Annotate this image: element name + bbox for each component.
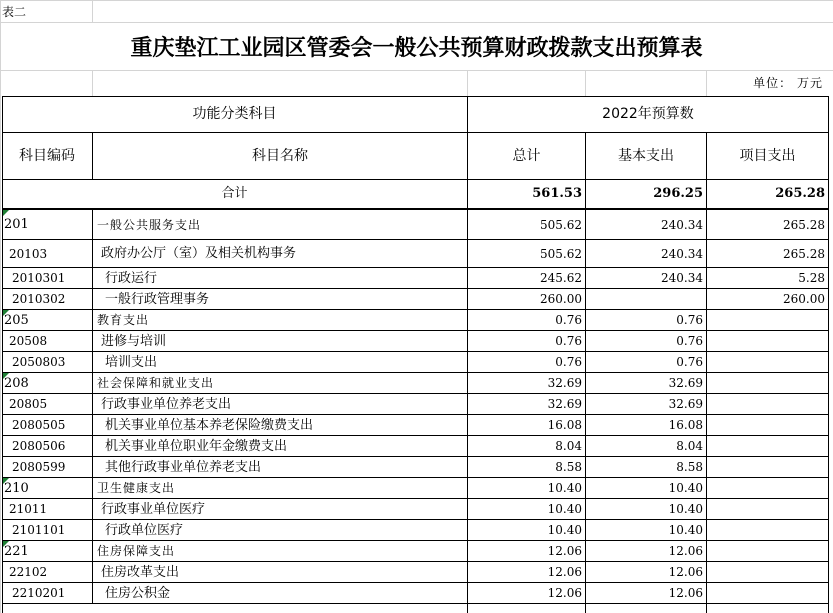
- table-border: [92, 478, 93, 499]
- cell-project: [707, 541, 828, 562]
- cell-marker-icon: [3, 210, 9, 216]
- cell-basic: 16.08: [668, 418, 703, 432]
- cell-total: 10.40: [547, 523, 582, 537]
- header-project: 项目支出: [739, 148, 796, 164]
- table-border: [92, 289, 93, 310]
- cell-total: 12.06: [547, 586, 582, 600]
- cell-project: [707, 373, 828, 394]
- cell-code: 20805: [9, 397, 48, 411]
- cell-name: 机关事业单位职业年金缴费支出: [105, 439, 288, 454]
- cell-basic: 12.06: [668, 565, 703, 579]
- cell-name: 行政事业单位医疗: [101, 502, 206, 517]
- table-border: [2, 96, 829, 97]
- cell-code: 210: [4, 481, 29, 496]
- cell-name: 政府办公厅（室）及相关机构事务: [101, 246, 297, 261]
- header-basic: 基本支出: [618, 148, 674, 164]
- cell-basic: 12.06: [668, 544, 703, 558]
- cell-total: 505.62: [540, 247, 582, 261]
- cell-name: 行政运行: [105, 271, 158, 286]
- table-border: [2, 179, 829, 180]
- cell-name: 机关事业单位基本养老保险缴费支出: [105, 418, 314, 433]
- cell-basic: 32.69: [668, 376, 703, 390]
- cell-total: 10.40: [547, 502, 582, 516]
- cell-code: 201: [4, 217, 29, 232]
- row-border: [2, 603, 829, 604]
- cell-marker-icon: [3, 373, 9, 379]
- table-border: [92, 240, 93, 268]
- cell-project: [707, 415, 828, 436]
- cell-name: 卫生健康支出: [97, 481, 176, 495]
- table-border: [92, 394, 93, 415]
- table-border: [92, 310, 93, 331]
- cell-basic: 10.40: [668, 481, 703, 495]
- cell-total: 32.69: [547, 376, 582, 390]
- cell-marker-icon: [3, 541, 9, 547]
- gridline: [92, 70, 93, 96]
- cell-code: 221: [4, 544, 29, 559]
- cell-total: 505.62: [540, 218, 582, 232]
- cell-basic: 240.34: [661, 218, 703, 232]
- cell-project: 265.28: [783, 218, 825, 232]
- cell-code: 2080599: [12, 460, 66, 474]
- table-border: [92, 268, 93, 289]
- cell-basic: 10.40: [668, 523, 703, 537]
- cell-project: [707, 457, 828, 478]
- cell-code: 2101101: [12, 523, 66, 537]
- header-name: 科目名称: [252, 148, 308, 164]
- cell-code: 2010301: [12, 271, 66, 285]
- gridline: [92, 0, 93, 22]
- cell-code: 2080505: [12, 418, 66, 432]
- cell-project: [707, 562, 828, 583]
- cell-project: 265.28: [783, 247, 825, 261]
- cell-basic: 0.76: [676, 313, 703, 327]
- cell-total: 12.06: [547, 565, 582, 579]
- gridline: [0, 0, 1, 613]
- cell-basic: 12.06: [668, 586, 703, 600]
- table-border: [92, 210, 93, 240]
- cell-basic: 8.04: [676, 439, 703, 453]
- total-row-label: 合计: [221, 186, 248, 201]
- cell-total: 0.76: [555, 355, 582, 369]
- cell-total: 245.62: [540, 271, 582, 285]
- table-border: [92, 373, 93, 394]
- table-border: [92, 457, 93, 478]
- cell-project: [707, 352, 828, 373]
- cell-total: 0.76: [555, 334, 582, 348]
- cell-code: 2050803: [12, 355, 66, 369]
- cell-basic: 240.34: [661, 271, 703, 285]
- cell-name: 社会保障和就业支出: [97, 376, 215, 390]
- cell-code: 22102: [9, 565, 48, 579]
- cell-project: [707, 331, 828, 352]
- table-border: [828, 96, 829, 613]
- cell-name: 住房改革支出: [101, 565, 180, 580]
- cell-code: 20508: [9, 334, 48, 348]
- cell-project: 260.00: [783, 292, 825, 306]
- cell-name: 住房保障支出: [97, 544, 176, 558]
- cell-total: 8.58: [555, 460, 582, 474]
- header-function-category: 功能分类科目: [192, 106, 277, 122]
- gridline: [706, 70, 707, 96]
- cell-name: 行政单位医疗: [105, 523, 184, 538]
- gridline: [467, 70, 468, 96]
- cell-basic: 0.76: [676, 355, 703, 369]
- gridline: [0, 70, 833, 71]
- cell-code: 2210201: [12, 586, 66, 600]
- table-border: [92, 331, 93, 352]
- cell-name: 一般行政管理事务: [105, 292, 210, 307]
- cell-project: [707, 583, 828, 604]
- cell-total: 260.00: [540, 292, 582, 306]
- table-border: [92, 352, 93, 373]
- page-title: 重庆垫江工业园区管委会一般公共预算财政拨款支出预算表: [130, 35, 703, 61]
- table-border: [92, 562, 93, 583]
- table-border: [92, 436, 93, 457]
- cell-marker-icon: [3, 310, 9, 316]
- cell-name: 进修与培训: [101, 334, 167, 349]
- cell-total: 10.40: [547, 481, 582, 495]
- cell-project: [707, 520, 828, 541]
- cell-name: 培训支出: [105, 355, 158, 370]
- gridline: [585, 70, 586, 96]
- cell-total: 0.76: [555, 313, 582, 327]
- total-row-project: 265.28: [775, 186, 825, 201]
- cell-total: 12.06: [547, 544, 582, 558]
- table-border: [92, 520, 93, 541]
- cell-basic: 32.69: [668, 397, 703, 411]
- total-row-basic: 296.25: [653, 186, 703, 201]
- header-total: 总计: [512, 148, 541, 164]
- gridline: [0, 22, 833, 23]
- header-code: 科目编码: [19, 148, 75, 164]
- cell-code: 2010302: [12, 292, 66, 306]
- cell-project: [707, 394, 828, 415]
- cell-basic: 8.58: [676, 460, 703, 474]
- sheet-label: 表二: [2, 5, 27, 19]
- unit-label: 单位： 万元: [753, 76, 823, 90]
- cell-code: 21011: [9, 502, 48, 516]
- cell-code: 20103: [9, 247, 48, 261]
- table-border: [2, 96, 3, 613]
- cell-name: 教育支出: [97, 313, 150, 327]
- gridline: [0, 0, 833, 1]
- cell-code: 205: [4, 313, 29, 328]
- cell-marker-icon: [3, 478, 9, 484]
- cell-basic: 10.40: [668, 502, 703, 516]
- cell-basic: 240.34: [661, 247, 703, 261]
- cell-code: 2080506: [12, 439, 66, 453]
- cell-project: [707, 499, 828, 520]
- cell-basic: 0.76: [676, 334, 703, 348]
- cell-name: 一般公共服务支出: [97, 218, 202, 232]
- cell-total: 16.08: [547, 418, 582, 432]
- total-row-total: 561.53: [532, 186, 582, 201]
- table-border: [92, 499, 93, 520]
- cell-project: [707, 310, 828, 331]
- cell-project: [707, 478, 828, 499]
- cell-code: 208: [4, 376, 29, 391]
- table-border: [92, 415, 93, 436]
- table-border: [92, 541, 93, 562]
- table-border: [92, 583, 93, 604]
- header-budget-year: 2022年预算数: [602, 106, 694, 122]
- cell-total: 8.04: [555, 439, 582, 453]
- cell-name: 行政事业单位养老支出: [101, 397, 232, 412]
- table-border: [2, 132, 829, 133]
- cell-name: 其他行政事业单位养老支出: [105, 460, 262, 475]
- table-border: [92, 132, 93, 179]
- cell-project: [707, 436, 828, 457]
- cell-name: 住房公积金: [105, 586, 171, 601]
- cell-total: 32.69: [547, 397, 582, 411]
- cell-project: 5.28: [798, 271, 825, 285]
- cell-basic: [586, 289, 706, 310]
